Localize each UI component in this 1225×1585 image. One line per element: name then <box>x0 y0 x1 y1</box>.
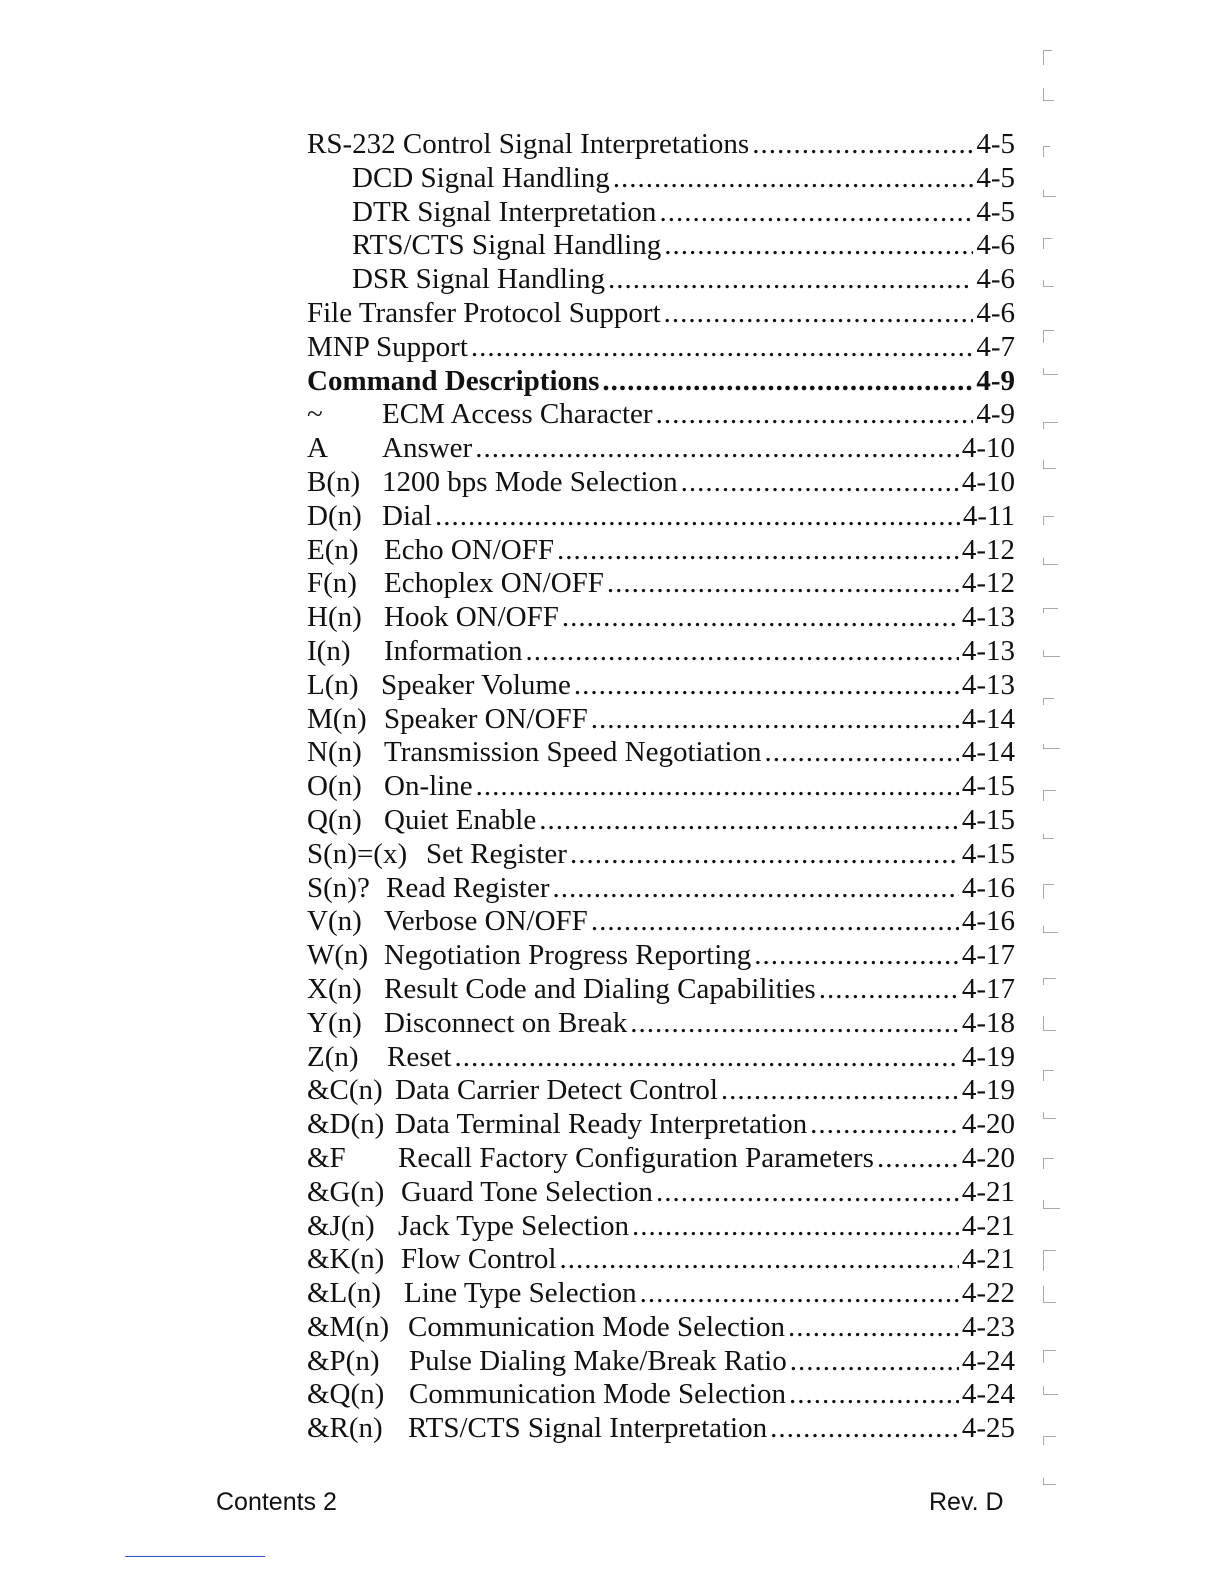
toc-entry-command: D(n) <box>307 499 362 532</box>
toc-entry-title: RS-232 Control Signal Interpretations <box>307 128 750 160</box>
toc-entry <box>307 1277 1015 1311</box>
toc-entry-page: 4-6 <box>976 229 1015 262</box>
scan-mark <box>1043 190 1056 197</box>
scan-mark <box>1043 978 1056 985</box>
toc-entry <box>307 1311 1015 1345</box>
dot-leader <box>602 365 973 399</box>
footer-revision: Rev. D <box>929 1488 1004 1516</box>
toc-entry-page: 4-17 <box>961 939 1015 972</box>
dot-leader <box>591 703 959 737</box>
scan-mark <box>1043 1436 1056 1445</box>
toc-entry <box>307 1142 1015 1176</box>
dot-leader <box>819 973 959 1007</box>
toc-entry-command: &Q(n) <box>307 1378 385 1411</box>
toc-entry-command: &K(n) <box>307 1243 385 1276</box>
dot-leader <box>435 500 960 534</box>
toc-entry <box>307 331 1015 365</box>
toc-entry-page: 4-5 <box>976 161 1015 194</box>
toc-entry-page: 4-6 <box>976 263 1015 296</box>
toc-entry-command: &D(n) <box>307 1108 385 1141</box>
toc-entry-page: 4-19 <box>961 1074 1015 1107</box>
toc-entry-command: O(n) <box>307 770 362 803</box>
toc-entry-title: Transmission Speed Negotiation <box>384 736 762 769</box>
toc-entry-page: 4-5 <box>976 128 1015 160</box>
toc-entry-page: 4-15 <box>961 803 1015 836</box>
scan-mark <box>1043 50 1052 65</box>
toc-entry-page: 4-17 <box>961 972 1015 1005</box>
scan-mark <box>1043 744 1060 749</box>
toc-entry-page: 4-7 <box>976 330 1015 363</box>
dot-leader <box>754 939 959 973</box>
dot-leader <box>471 331 973 365</box>
footer-page-label: Contents 2 <box>216 1488 337 1516</box>
toc-entry <box>307 939 1015 973</box>
scan-mark <box>1043 834 1054 839</box>
scan-mark <box>1043 460 1056 469</box>
toc-entry <box>307 1412 1015 1446</box>
toc-entry-command: B(n) <box>307 465 361 498</box>
toc-entry-command: H(n) <box>307 601 362 634</box>
dot-leader <box>454 1041 958 1075</box>
toc-entry <box>307 1074 1015 1108</box>
scan-mark <box>1043 1070 1054 1081</box>
scan-mark <box>1043 558 1058 565</box>
scan-mark <box>1043 698 1054 705</box>
scan-mark <box>1043 238 1052 249</box>
scan-mark <box>1043 1350 1056 1363</box>
toc-entry-title: Jack Type Selection <box>398 1209 629 1242</box>
toc-entry <box>307 838 1015 872</box>
toc-entry-title: Speaker ON/OFF <box>384 702 588 735</box>
toc-entry-command: N(n) <box>307 736 362 769</box>
toc-entry-command: &M(n) <box>307 1310 390 1343</box>
dot-leader <box>765 736 959 770</box>
dot-leader <box>552 872 958 906</box>
toc-entry <box>307 466 1015 500</box>
toc-entry <box>307 196 1015 230</box>
toc-entry-title: Answer <box>382 432 473 465</box>
toc-entry <box>307 635 1015 669</box>
toc-entry <box>307 263 1015 297</box>
dot-leader <box>788 1311 959 1345</box>
toc-entry-title: ECM Access Character <box>382 398 653 431</box>
scan-artifact-line <box>125 1556 265 1557</box>
dot-leader <box>476 770 959 804</box>
toc-entry <box>307 1108 1015 1142</box>
scan-mark <box>1043 790 1056 801</box>
toc-entry-command: S(n)=(x) <box>307 837 408 870</box>
toc-entry <box>307 804 1015 838</box>
toc-entry-command: Z(n) <box>307 1040 359 1073</box>
toc-entry-command: ~ <box>307 398 323 431</box>
scan-mark <box>1043 1112 1056 1119</box>
toc-entry <box>307 703 1015 737</box>
toc-entry <box>307 669 1015 703</box>
dot-leader <box>810 1108 959 1142</box>
toc-entry <box>307 1007 1015 1041</box>
toc-entry-page: 4-5 <box>976 195 1015 228</box>
toc-entry-page: 4-10 <box>961 432 1015 465</box>
dot-leader <box>659 196 973 230</box>
dot-leader <box>613 162 974 196</box>
toc-entry-page: 4-24 <box>961 1378 1015 1411</box>
toc-entry-title: Speaker Volume <box>381 668 571 701</box>
toc-entry-page: 4-22 <box>961 1277 1015 1310</box>
toc-entry <box>307 162 1015 196</box>
dot-leader <box>770 1412 959 1446</box>
toc-entry-title: Hook ON/OFF <box>384 601 559 634</box>
toc-entry-page: 4-13 <box>961 601 1015 634</box>
dot-leader <box>630 1007 959 1041</box>
dot-leader <box>539 804 959 838</box>
toc-entry-title: Communication Mode Selection <box>408 1310 785 1343</box>
dot-leader <box>475 432 959 466</box>
toc-entry-title: Read Register <box>386 871 550 904</box>
scan-edge-marks <box>1038 50 1098 1500</box>
toc-entry-page: 4-9 <box>976 398 1015 431</box>
toc-entry-title: MNP Support <box>307 330 468 363</box>
toc-entry-title: Command Descriptions <box>307 364 600 397</box>
toc-entry-title: Information <box>384 634 523 667</box>
scan-mark <box>1043 608 1058 613</box>
dot-leader <box>560 1243 959 1277</box>
toc-entry-page: 4-10 <box>961 465 1015 498</box>
scan-mark <box>1043 330 1054 343</box>
toc-entry-page: 4-19 <box>961 1040 1015 1073</box>
dot-leader <box>656 398 974 432</box>
toc-entry-command: Y(n) <box>307 1006 362 1039</box>
toc-entry <box>307 1243 1015 1277</box>
toc-entry <box>307 1345 1015 1379</box>
toc-entry-command: &C(n) <box>307 1074 383 1107</box>
toc-entry <box>307 500 1015 534</box>
toc-entry-title: Recall Factory Configuration Parameters <box>398 1141 874 1174</box>
toc-entry-command: I(n) <box>307 634 351 667</box>
scan-mark <box>1043 926 1058 933</box>
toc-entry-title: 1200 bps Mode Selection <box>382 465 678 498</box>
toc-entry-page: 4-23 <box>961 1310 1015 1343</box>
toc-entry-title: DSR Signal Handling <box>352 263 605 296</box>
toc-entry-title: Quiet Enable <box>384 803 537 836</box>
toc-entry-title: Echoplex ON/OFF <box>384 567 604 600</box>
dot-leader <box>789 1378 959 1412</box>
toc-entry-page: 4-13 <box>961 634 1015 667</box>
dot-leader <box>632 1210 959 1244</box>
dot-leader <box>656 1176 959 1210</box>
toc-entry-page: 4-13 <box>961 668 1015 701</box>
toc-entry-page: 4-16 <box>961 905 1015 938</box>
scan-mark <box>1043 650 1060 657</box>
toc-entry-title: Verbose ON/OFF <box>384 905 588 938</box>
toc-entry-title: RTS/CTS Signal Handling <box>352 229 662 262</box>
toc-entry-title: Echo ON/OFF <box>384 533 554 566</box>
toc-entry-command: &F <box>307 1141 346 1174</box>
toc-entry <box>307 432 1015 466</box>
toc-entry <box>307 398 1015 432</box>
toc-entry-command: &J(n) <box>307 1209 375 1242</box>
toc-entry-command: V(n) <box>307 905 362 938</box>
dot-leader <box>570 838 959 872</box>
toc-entry-page: 4-21 <box>961 1175 1015 1208</box>
toc-entry-title: Negotiation Progress Reporting <box>384 939 752 972</box>
toc-entry <box>307 1041 1015 1075</box>
scan-mark <box>1043 1016 1056 1031</box>
toc-entry <box>307 1176 1015 1210</box>
scan-mark <box>1043 1250 1056 1271</box>
toc-entry <box>307 534 1015 568</box>
toc-entry-page: 4-20 <box>961 1141 1015 1174</box>
toc-entry <box>307 365 1015 399</box>
dot-leader <box>607 567 959 601</box>
toc-entry <box>307 297 1015 331</box>
dot-leader <box>608 263 973 297</box>
dot-leader <box>574 669 959 703</box>
toc-entry-command: E(n) <box>307 533 359 566</box>
dot-leader <box>640 1277 959 1311</box>
toc-entry-page: 4-21 <box>961 1209 1015 1242</box>
toc-entry-title: Communication Mode Selection <box>409 1378 786 1411</box>
toc-entry-page: 4-20 <box>961 1108 1015 1141</box>
toc-entry-title: Flow Control <box>401 1243 557 1276</box>
toc-entry-page: 4-15 <box>961 837 1015 870</box>
toc-entry-page: 4-15 <box>961 770 1015 803</box>
scan-mark <box>1043 1478 1056 1485</box>
dot-leader <box>562 601 959 635</box>
toc-entry-command: W(n) <box>307 939 369 972</box>
dot-leader <box>557 534 959 568</box>
scan-mark <box>1043 1286 1056 1303</box>
scan-mark <box>1043 884 1054 899</box>
toc-entry <box>307 1210 1015 1244</box>
toc-entry-command: F(n) <box>307 567 357 600</box>
toc-entry <box>307 229 1015 263</box>
toc-entry-page: 4-18 <box>961 1006 1015 1039</box>
scan-mark <box>1043 1200 1060 1209</box>
toc-entry <box>307 1378 1015 1412</box>
dot-leader <box>681 466 959 500</box>
toc-entry-title: Data Carrier Detect Control <box>395 1074 718 1107</box>
toc-entry <box>307 601 1015 635</box>
toc-entry <box>307 905 1015 939</box>
toc-entry-command: &L(n) <box>307 1277 382 1310</box>
toc-entry-page: 4-14 <box>961 736 1015 769</box>
toc-entry-title: File Transfer Protocol Support <box>307 296 661 329</box>
toc-entry-command: Q(n) <box>307 803 362 836</box>
toc-entry-title: Data Terminal Ready Interpretation <box>395 1108 808 1141</box>
dot-leader <box>752 128 973 162</box>
toc-entry-command: &G(n) <box>307 1175 385 1208</box>
toc-entry-title: Line Type Selection <box>404 1277 637 1310</box>
toc-entry <box>307 128 1015 162</box>
toc-entry-command: X(n) <box>307 972 362 1005</box>
toc-entry <box>307 567 1015 601</box>
toc-entry <box>307 872 1015 906</box>
toc-entry-page: 4-16 <box>961 871 1015 904</box>
toc-entry-title: Guard Tone Selection <box>401 1175 653 1208</box>
scan-mark <box>1043 368 1058 375</box>
toc-entry-page: 4-6 <box>976 296 1015 329</box>
toc-entry-title: Disconnect on Break <box>384 1006 628 1039</box>
scan-mark <box>1043 88 1054 101</box>
toc-entry-page: 4-12 <box>961 567 1015 600</box>
scan-mark <box>1043 280 1054 287</box>
toc-entry-page: 4-25 <box>961 1412 1015 1445</box>
toc-entry-command: A <box>307 432 328 465</box>
scan-mark <box>1043 146 1050 157</box>
toc-entry-title: Set Register <box>426 837 567 870</box>
toc-entry <box>307 770 1015 804</box>
toc-entry-page: 4-21 <box>961 1243 1015 1276</box>
toc-entry-page: 4-11 <box>962 499 1015 532</box>
toc-entry-title: RTS/CTS Signal Interpretation <box>408 1412 768 1445</box>
toc-entry-title: DTR Signal Interpretation <box>352 195 657 228</box>
toc-entry-page: 4-12 <box>961 533 1015 566</box>
toc-entry-command: &P(n) <box>307 1344 380 1377</box>
table-of-contents <box>307 128 1015 1446</box>
toc-entry-title: Reset <box>387 1040 452 1073</box>
toc-entry-title: On-line <box>384 770 473 803</box>
dot-leader <box>790 1345 959 1379</box>
scan-mark <box>1043 1386 1058 1395</box>
toc-entry-page: 4-24 <box>961 1344 1015 1377</box>
toc-entry-title: Dial <box>382 499 432 532</box>
toc-entry <box>307 973 1015 1007</box>
dot-leader <box>591 905 959 939</box>
scan-mark <box>1043 422 1058 429</box>
toc-entry-title: Pulse Dialing Make/Break Ratio <box>409 1344 787 1377</box>
dot-leader <box>526 635 959 669</box>
toc-entry-command: S(n)? <box>307 871 370 904</box>
toc-entry-command: L(n) <box>307 668 359 701</box>
dot-leader <box>721 1074 959 1108</box>
toc-entry-title: Result Code and Dialing Capabilities <box>384 972 816 1005</box>
dot-leader <box>664 229 973 263</box>
scan-mark <box>1043 1158 1054 1169</box>
toc-entry-command: &R(n) <box>307 1412 383 1445</box>
toc-entry-command: M(n) <box>307 702 367 735</box>
toc-entry-page: 4-14 <box>961 702 1015 735</box>
dot-leader <box>664 297 974 331</box>
scan-mark <box>1043 516 1054 525</box>
toc-entry-page: 4-9 <box>976 364 1015 397</box>
toc-entry <box>307 736 1015 770</box>
dot-leader <box>877 1142 959 1176</box>
toc-entry-title: DCD Signal Handling <box>352 161 610 194</box>
